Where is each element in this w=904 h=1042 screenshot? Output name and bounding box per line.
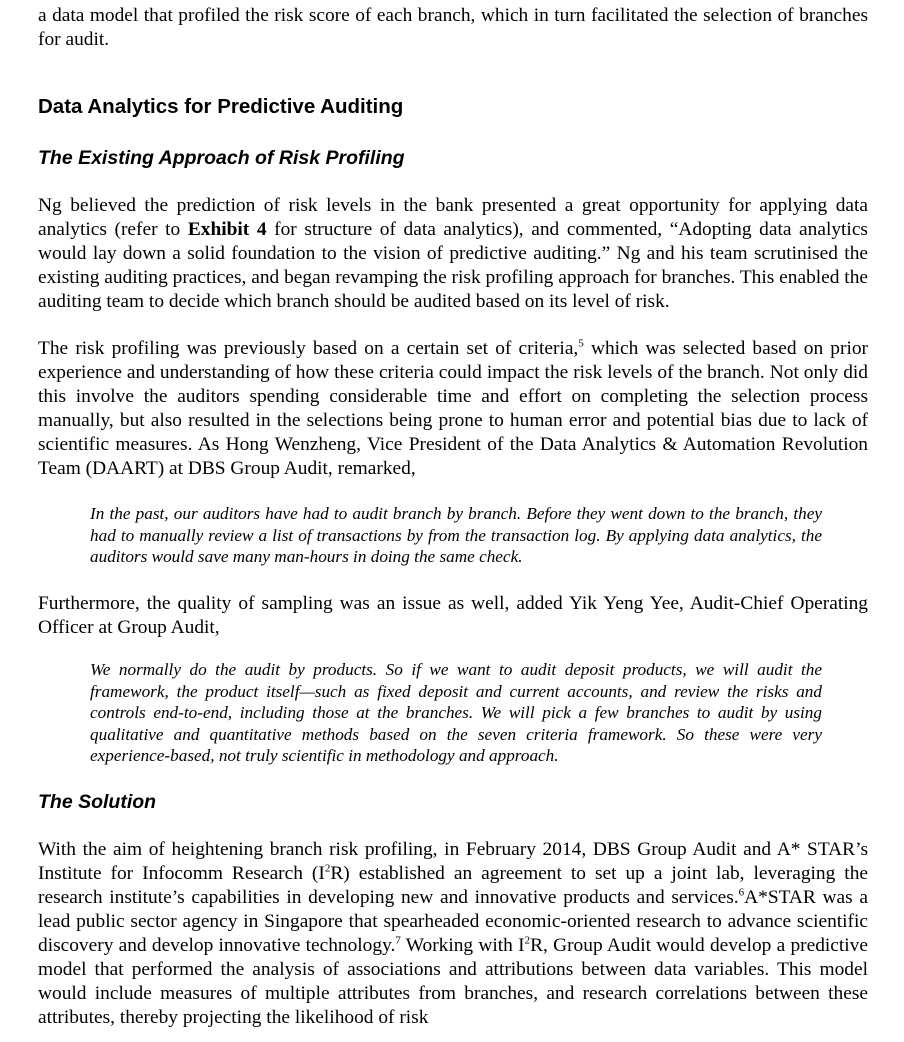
- text-run: With the aim of heightening branch risk profiling, in February 2014, DBS Group Audit and A* STAR’s Institute for Infocomm Research (I: [38, 839, 868, 884]
- text-run: Working with I: [400, 935, 525, 956]
- paragraph-intro: a data model that profiled the risk score of each branch, which in turn facilitated the selection of branches for audit.: [38, 5, 868, 50]
- text-run: R) established an agreement to set up a joint lab, leveraging the research institute’s capabilities in developing new and innovative products and services.: [38, 863, 868, 908]
- subheading-existing-approach: The Existing Approach of Risk Profiling: [38, 147, 405, 169]
- superscript: 2: [524, 934, 531, 947]
- text-run: R, Group Audit would develop a predictive model that performed the analysis of associations and attributions between data variables. This model would include measures of multiple attributes from branches, and research correlations between these attributes, thereby projecting the likelihood of risk: [38, 935, 868, 1028]
- block-quote-yik: We normally do the audit by products. So if we want to audit deposit products, we will audit the framework, the product itself—such as fixed deposit and current accounts, and review the risks and controls end-to-end, including those at the branches. We will pick a few branches to audit by using qualitative and quantitative methods based on the seven criteria framework. So these were very experience-based, not truly scientific in methodology and approach.: [90, 660, 822, 765]
- footnote-marker: 5: [578, 337, 584, 350]
- subheading-solution: The Solution: [38, 791, 157, 813]
- exhibit-reference: Exhibit 4: [187, 219, 267, 240]
- block-quote-hong: In the past, our auditors have had to audit branch by branch. Before they went down to the branch, they had to manually review a list of transactions by from the transaction log. By applying data analytics, the auditors would save many man-hours in doing the same check.: [90, 504, 822, 566]
- paragraph-solution: [38, 838, 868, 1030]
- text-run: which was selected based on prior experience and understanding of how these criteria could impact the risk levels of the branch. Not only did this involve the auditors spending considerable time and effort on completing the selection process manually, but also resulted in the selections being prone to human error and potential bias due to lack of scientific measures. As Hong Wenzheng, Vice President of the Data Analytics & Automation Revolution Team (DAART) at DBS Group Audit, remarked,: [38, 338, 868, 479]
- footnote-marker: 6: [738, 886, 745, 899]
- text-run: Ng believed the prediction of risk levels in the bank presented a great opportunity for applying data analytics (refer to: [38, 195, 868, 240]
- superscript: 2: [324, 862, 331, 875]
- paragraph-risk-profiling: [38, 337, 868, 481]
- footnote-marker: 7: [395, 934, 401, 947]
- text-run: The risk profiling was previously based on a certain set of criteria,: [38, 338, 579, 359]
- section-heading: Data Analytics for Predictive Auditing: [38, 95, 404, 118]
- text-run: A*STAR was a lead public sector agency in Singapore that spearheaded economic-oriented research to advance scientific discovery and develop innovative technology.: [38, 887, 868, 956]
- paragraph-sampling-quality: Furthermore, the quality of sampling was an issue as well, added Yik Yeng Yee, Audit-Chief Operating Officer at Group Audit,: [38, 593, 868, 638]
- text-run: for structure of data analytics), and commented, “Adopting data analytics would lay down a solid foundation to the vision of predictive auditing.” Ng and his team scrutinised the existing auditing practices, and began revamping the risk profiling approach for branches. This enabled the auditing team to decide which branch should be audited based on its level of risk.: [38, 219, 868, 312]
- paragraph-ng-believed: [38, 194, 868, 314]
